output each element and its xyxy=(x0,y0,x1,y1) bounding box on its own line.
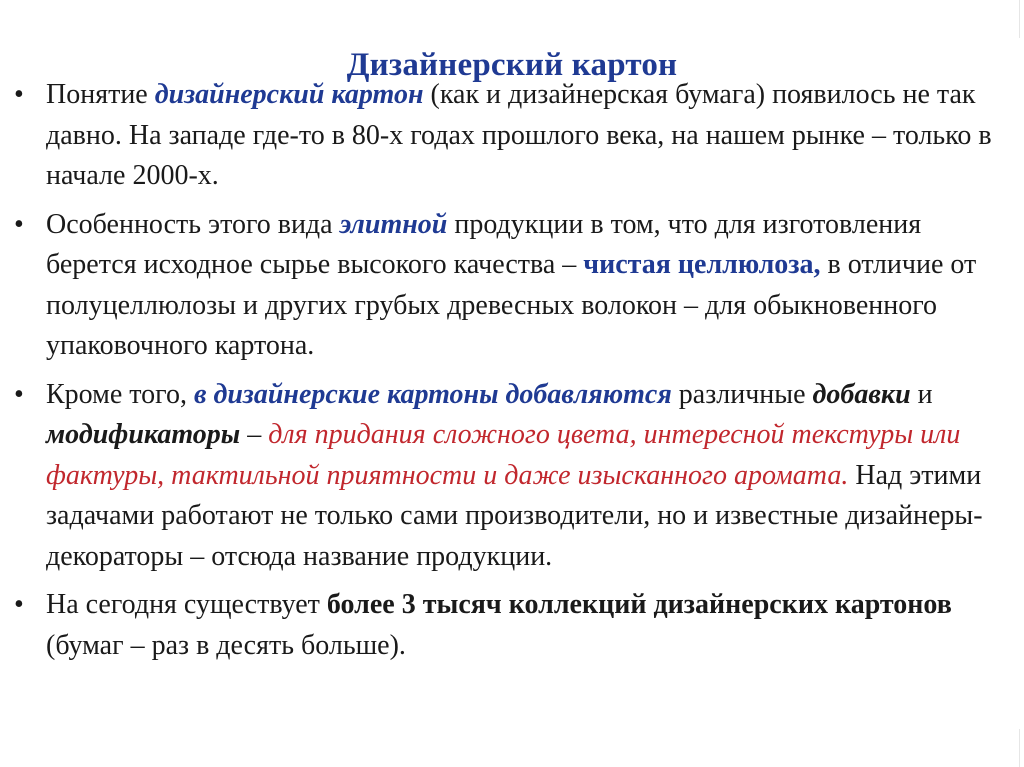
bullet-text: Особенность этого вида xyxy=(46,208,340,240)
bullet-text: – xyxy=(240,419,269,450)
bullet-marker: • xyxy=(14,79,24,110)
slide-edge-line-bottom xyxy=(1019,729,1020,767)
emphasis-term: элитной xyxy=(339,208,448,240)
bullet-text: продукции в том, что для изготовления берется исходное сырье высокого качества – xyxy=(46,208,922,280)
emphasis-term: в дизайнерские картоны добавляются xyxy=(193,378,672,410)
bullet-item-additives xyxy=(14,375,1006,578)
bullet-list xyxy=(14,75,1006,666)
bullet-text: (бумаг – раз в десять больше). xyxy=(46,629,406,661)
slide-edge-line-top xyxy=(1019,0,1020,38)
emphasis-term: добавки xyxy=(812,378,911,410)
bullet-item-feature xyxy=(14,205,1006,367)
bullet-text: На сегодня существует xyxy=(46,589,327,620)
bullet-item-collections xyxy=(14,585,1006,666)
emphasis-term: чистая целлюлоза, xyxy=(583,249,821,280)
emphasis-term: модификаторы xyxy=(46,419,241,450)
bullet-text: в отличие от полуцеллюлозы и других грубых древесных волокон – для обыкновенного упаковочного картона. xyxy=(46,249,977,361)
bullet-text: (как и дизайнерская бумага) появилось не так давно. На западе где-то в 80-х годах прошлого века, на нашем рынке – только в начале 2000-х. xyxy=(46,79,992,191)
bullet-marker: • xyxy=(14,378,24,410)
bullet-marker: • xyxy=(14,208,24,240)
emphasis-term: дизайнерский картон xyxy=(154,79,424,110)
emphasis-term: более 3 тысяч коллекций дизайнерских картонов xyxy=(326,589,952,620)
bullet-text: Кроме того, xyxy=(46,378,194,410)
bullet-text: Над этими задачами работают не только сами производители, но и известные дизайнеры-декораторы – отсюда название продукции. xyxy=(46,459,983,572)
bullet-text: и xyxy=(910,378,933,410)
bullet-text: Понятие xyxy=(46,79,155,110)
bullet-marker: • xyxy=(14,589,24,620)
bullet-item-concept xyxy=(14,75,1006,197)
slide-title: Дизайнерский картон xyxy=(346,47,678,84)
bullet-text: различные xyxy=(671,378,813,410)
emphasis-phrase-red: для придания сложного цвета, интересной текстуры или фактуры, тактильной приятности и даже изысканного аромата. xyxy=(46,419,961,491)
